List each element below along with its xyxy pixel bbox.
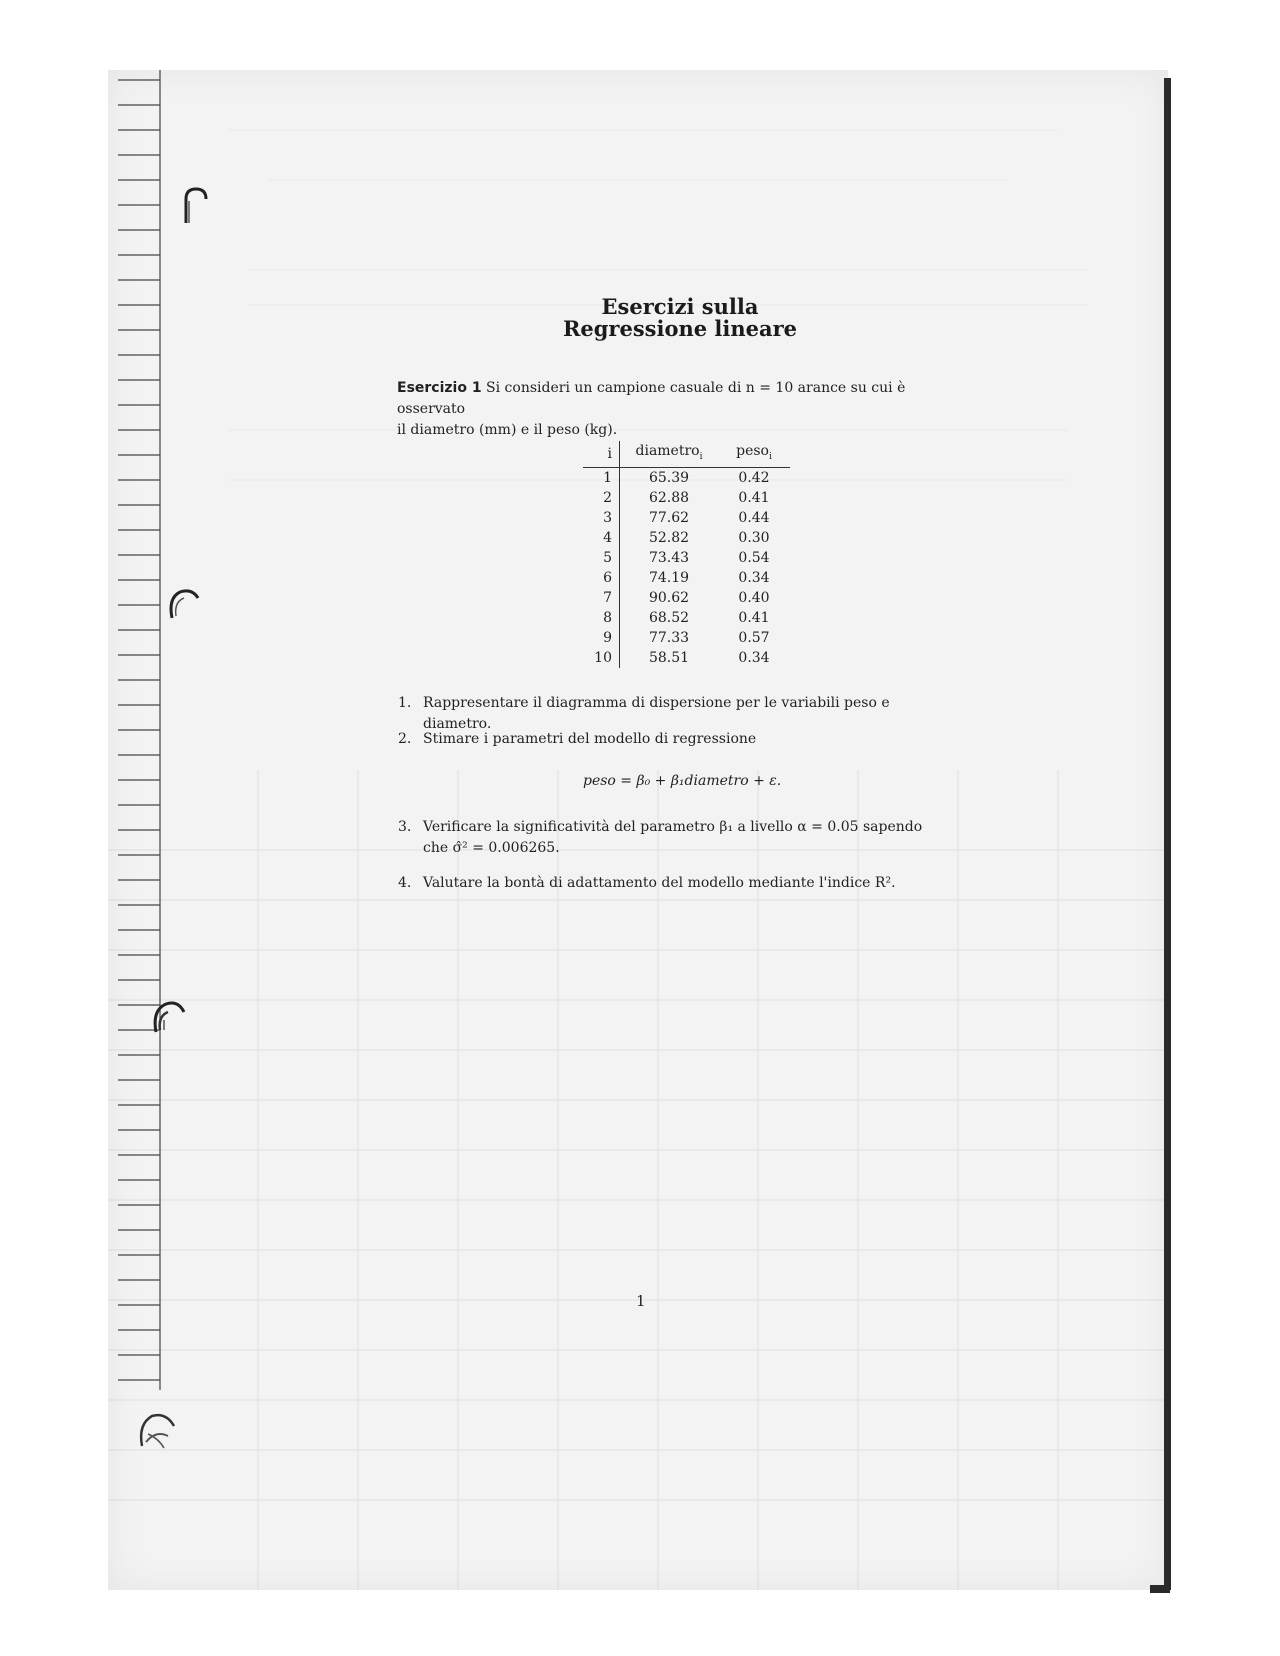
cell-i: 9 <box>583 628 620 648</box>
page-number: 1 <box>636 1292 646 1310</box>
cell-diametro: 68.52 <box>648 609 690 626</box>
cell-i: 10 <box>583 648 620 668</box>
cell-peso: 0.44 <box>738 509 770 526</box>
cell-peso: 0.34 <box>738 569 770 586</box>
task-number: 1. <box>398 695 412 711</box>
table-row <box>583 608 790 628</box>
list-item <box>398 729 958 750</box>
table-row <box>583 588 790 608</box>
cell-diametro: 74.19 <box>648 569 690 586</box>
task-number: 3. <box>398 819 412 835</box>
binder-ring-icon <box>148 996 190 1038</box>
document-title <box>520 296 840 340</box>
binder-ring-icon <box>180 185 216 225</box>
table-row <box>583 548 790 568</box>
cell-i: 5 <box>583 548 620 568</box>
cell-i: 8 <box>583 608 620 628</box>
table-row <box>583 467 790 488</box>
header-diametro <box>620 441 719 467</box>
exercise-intro-line-2: il diametro (mm) e il peso (kg). <box>397 422 618 438</box>
header-peso <box>718 441 790 467</box>
cell-diametro: 65.39 <box>648 469 690 486</box>
cell-peso: 0.40 <box>738 589 770 606</box>
cell-peso: 0.57 <box>738 629 770 646</box>
task-text: Rappresentare il diagramma di dispersione per le variabili peso e diametro. <box>423 695 890 732</box>
cell-i: 4 <box>583 528 620 548</box>
list-item <box>398 817 958 859</box>
cell-diametro: 52.82 <box>648 529 690 546</box>
cell-diametro: 77.62 <box>648 509 690 526</box>
header-diametro-subscript: i <box>699 451 703 462</box>
table-row <box>583 568 790 588</box>
table-header-row <box>583 441 790 467</box>
exercise-intro <box>397 378 967 441</box>
title-line-2: Regressione lineare <box>562 316 798 341</box>
binder-ring-icon <box>134 1408 180 1454</box>
cell-i: 3 <box>583 508 620 528</box>
header-i: i <box>583 441 620 467</box>
table-row <box>583 628 790 648</box>
title-line-1: Esercizi sulla <box>601 294 759 319</box>
task-text: Stimare i parametri del modello di regressione <box>423 731 757 747</box>
cell-diametro: 77.33 <box>648 629 690 646</box>
task-text-line-2: che σ̂² = 0.006265. <box>423 840 560 856</box>
exercise-intro-line-1: Si consideri un campione casuale di n = 10 arance su cui è osservato <box>397 380 906 417</box>
cell-i: 6 <box>583 568 620 588</box>
cell-peso: 0.54 <box>738 549 770 566</box>
task-number: 4. <box>398 875 412 891</box>
cell-i: 2 <box>583 488 620 508</box>
table-row <box>583 508 790 528</box>
cell-peso: 0.42 <box>738 469 770 486</box>
exercise-label: Esercizio 1 <box>397 380 482 396</box>
cell-i: 1 <box>583 467 620 488</box>
table-row <box>583 528 790 548</box>
task-number: 2. <box>398 731 412 747</box>
table-row <box>583 488 790 508</box>
list-item <box>398 873 958 894</box>
regression-formula: peso = β₀ + β₁diametro + ε. <box>583 773 782 789</box>
header-peso-subscript: i <box>768 451 772 462</box>
binder-ring-icon <box>164 584 204 624</box>
header-peso-text: peso <box>736 443 769 459</box>
data-table <box>583 441 790 668</box>
cell-diametro: 73.43 <box>648 549 690 566</box>
table-row <box>583 648 790 668</box>
task-text: Valutare la bontà di adattamento del modello mediante l'indice R². <box>423 875 896 891</box>
cell-peso: 0.41 <box>738 489 770 506</box>
sheet-shadow-corner <box>1150 1585 1170 1593</box>
task-text-line-1: Verificare la significatività del parametro β₁ a livello α = 0.05 sapendo <box>423 819 923 835</box>
cell-diametro: 62.88 <box>648 489 690 506</box>
cell-diametro: 58.51 <box>648 649 690 666</box>
header-diametro-text: diametro <box>635 443 700 459</box>
cell-peso: 0.30 <box>738 529 770 546</box>
sheet-shadow-edge <box>1164 78 1171 1590</box>
cell-peso: 0.41 <box>738 609 770 626</box>
cell-diametro: 90.62 <box>648 589 690 606</box>
binding-strip <box>112 70 162 1470</box>
cell-i: 7 <box>583 588 620 608</box>
cell-peso: 0.34 <box>738 649 770 666</box>
